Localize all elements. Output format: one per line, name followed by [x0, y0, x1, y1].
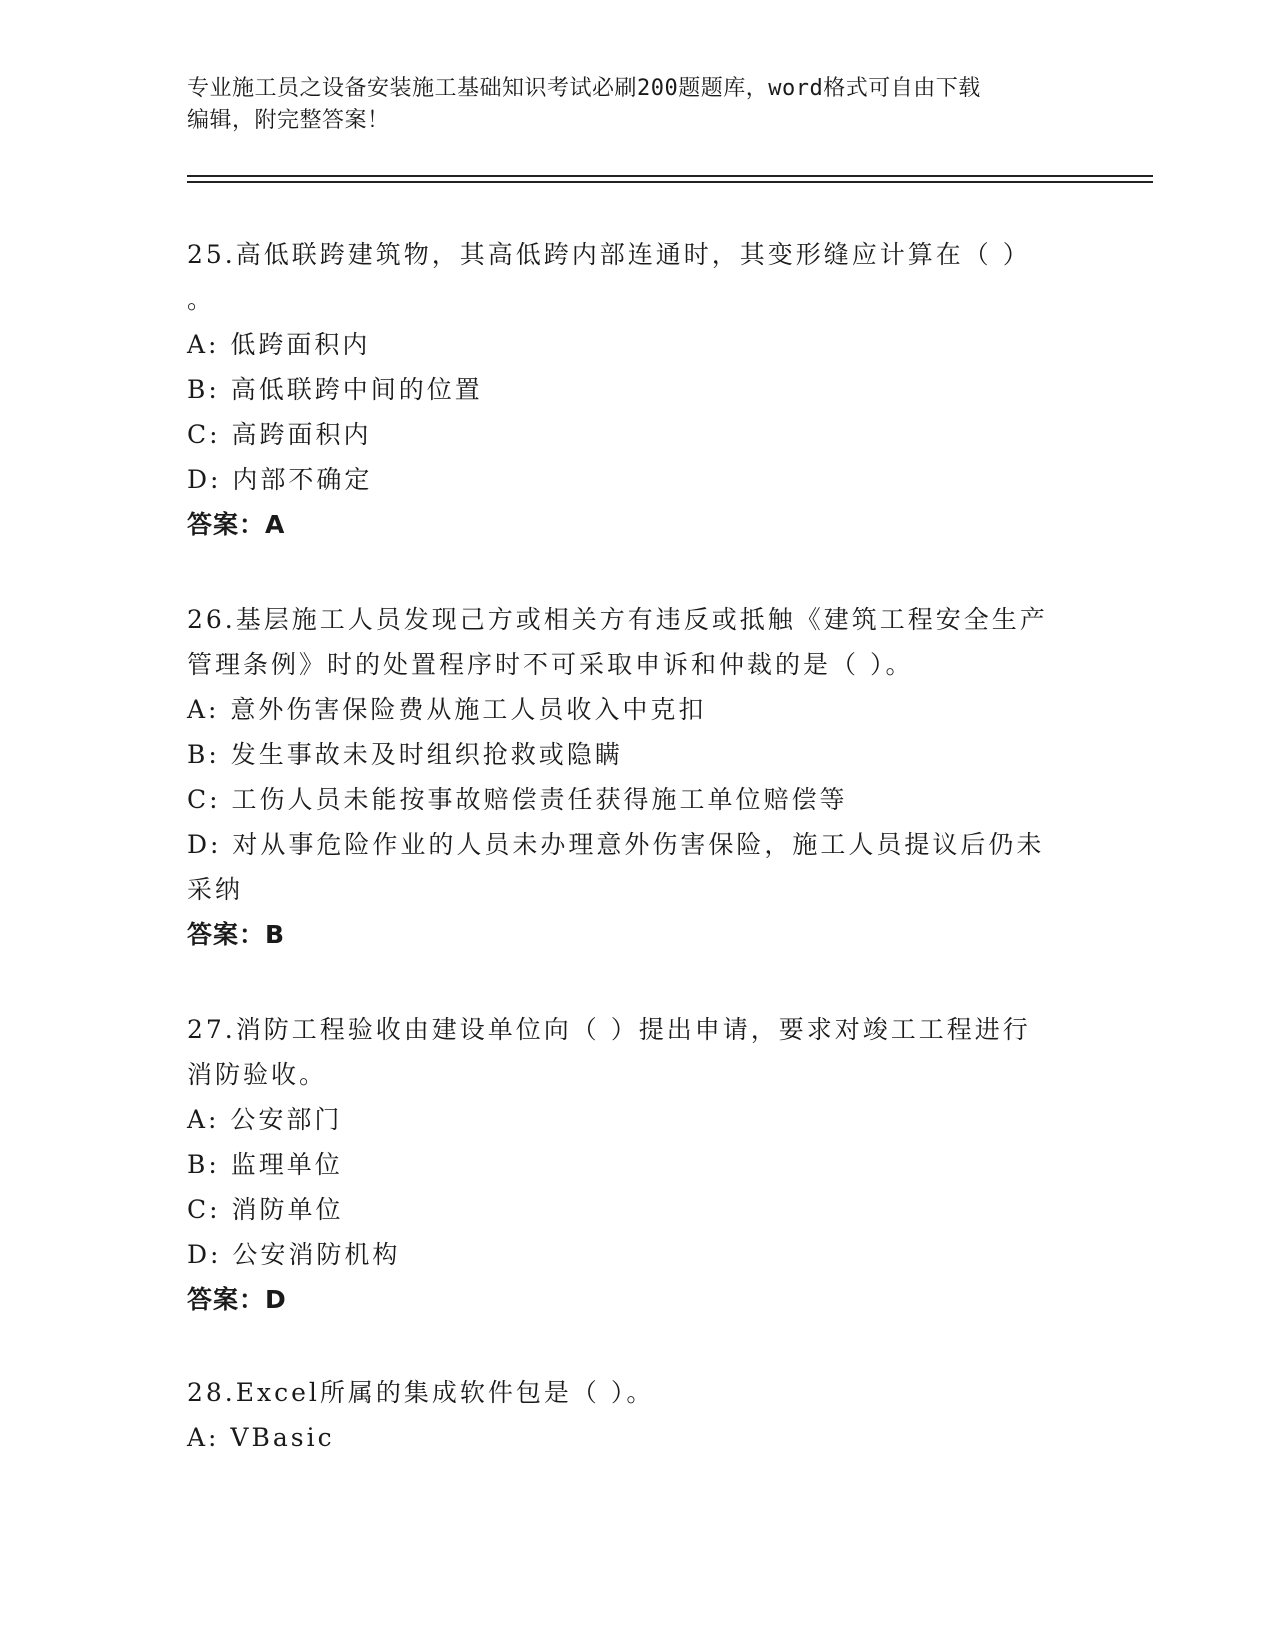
question-stem-line: 27.消防工程验收由建设单位向（ ）提出申请，要求对竣工工程进行 — [187, 1015, 1031, 1044]
question-25 — [187, 232, 1087, 547]
option-d: D: 对从事危险作业的人员未办理意外伤害保险，施工人员提议后仍未 — [187, 830, 1045, 859]
header-divider-top — [187, 175, 1153, 177]
option-c: C: 工伤人员未能按事故赔偿责任获得施工单位赔偿等 — [187, 785, 848, 814]
question-stem-line: 28.Excel所属的集成软件包是（ ）。 — [187, 1378, 655, 1407]
option-d: D: 内部不确定 — [187, 465, 373, 494]
option-d: D: 公安消防机构 — [187, 1240, 401, 1269]
option-a: A: 公安部门 — [187, 1105, 343, 1134]
option-d-continued: 采纳 — [187, 875, 244, 904]
question-stem-line: 。 — [187, 285, 216, 314]
question-stem-line: 消防验收。 — [187, 1060, 328, 1089]
option-b: B: 监理单位 — [187, 1150, 343, 1179]
question-26 — [187, 597, 1087, 957]
question-stem-line: 管理条例》时的处置程序时不可采取申诉和仲裁的是（ ）。 — [187, 650, 914, 679]
document-header — [187, 73, 1067, 137]
header-line-2: 编辑，附完整答案！ — [187, 108, 390, 133]
answer-label: 答案：B — [187, 920, 286, 949]
answer-label: 答案：A — [187, 510, 286, 539]
question-28 — [187, 1370, 1087, 1460]
header-divider-bottom — [187, 181, 1153, 183]
option-b: B: 高低联跨中间的位置 — [187, 375, 483, 404]
question-stem-line: 25.高低联跨建筑物，其高低跨内部连通时，其变形缝应计算在（ ） — [187, 240, 1031, 269]
header-line-1: 专业施工员之设备安装施工基础知识考试必刷200题题库，word格式可自由下载 — [187, 76, 981, 101]
option-a: A: 低跨面积内 — [187, 330, 371, 359]
option-b: B: 发生事故未及时组织抢救或隐瞒 — [187, 740, 623, 769]
question-stem-line: 26.基层施工人员发现己方或相关方有违反或抵触《建筑工程安全生产 — [187, 605, 1048, 634]
option-a: A: VBasic — [187, 1423, 335, 1452]
option-c: C: 高跨面积内 — [187, 420, 372, 449]
question-27 — [187, 1007, 1087, 1322]
answer-label: 答案：D — [187, 1285, 287, 1314]
option-a: A: 意外伤害保险费从施工人员收入中克扣 — [187, 695, 707, 724]
option-c: C: 消防单位 — [187, 1195, 344, 1224]
